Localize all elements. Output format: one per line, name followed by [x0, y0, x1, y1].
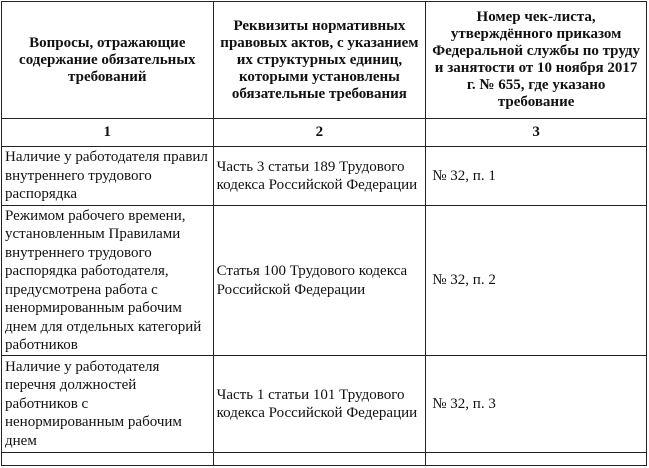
column-number-row: [2, 119, 647, 147]
checklist-cell: № 32, п. 3: [426, 356, 647, 453]
column-number: 2: [213, 119, 426, 147]
header-row: [2, 2, 647, 119]
question-cell: Наличие у работодателя перечня должностей работников с ненормированным рабочим днем: [2, 356, 214, 453]
empty-cell: [426, 453, 647, 466]
table-row: [2, 147, 647, 206]
requirements-table: [1, 1, 647, 466]
header-checklist-number: Номер чек-листа, утверждённого приказом Федеральной службы по труду и занятости от 10 ноября 2017 г. № 655, где указано требование: [426, 2, 647, 119]
checklist-cell: № 32, п. 2: [426, 206, 647, 356]
checklist-cell: № 32, п. 1: [426, 147, 647, 206]
requisites-cell: Статья 100 Трудового кодекса Российской Федерации: [213, 206, 426, 356]
table-row-partial: [2, 453, 647, 466]
empty-cell: [2, 453, 214, 466]
column-number: 3: [426, 119, 647, 147]
requisites-cell: Часть 3 статьи 189 Трудового кодекса Российской Федерации: [213, 147, 426, 206]
header-questions: Вопросы, отражающие содержание обязательных требований: [2, 2, 214, 119]
empty-cell: [213, 453, 426, 466]
question-cell: Наличие у работодателя правил внутреннего трудового распорядка: [2, 147, 214, 206]
requisites-cell: Часть 1 статьи 101 Трудового кодекса Российской Федерации: [213, 356, 426, 453]
header-requisites: Реквизиты нормативных правовых актов, с указанием их структурных единиц, которыми установлены обязательные требования: [213, 2, 426, 119]
question-cell: Режимом рабочего времени, установленным Правилами внутреннего трудового распорядка работодателя, предусмотрена работа с ненормированным рабочим днем для отдельных категорий работников: [2, 206, 214, 356]
table-row: [2, 356, 647, 453]
table-row: [2, 206, 647, 356]
column-number: 1: [2, 119, 214, 147]
